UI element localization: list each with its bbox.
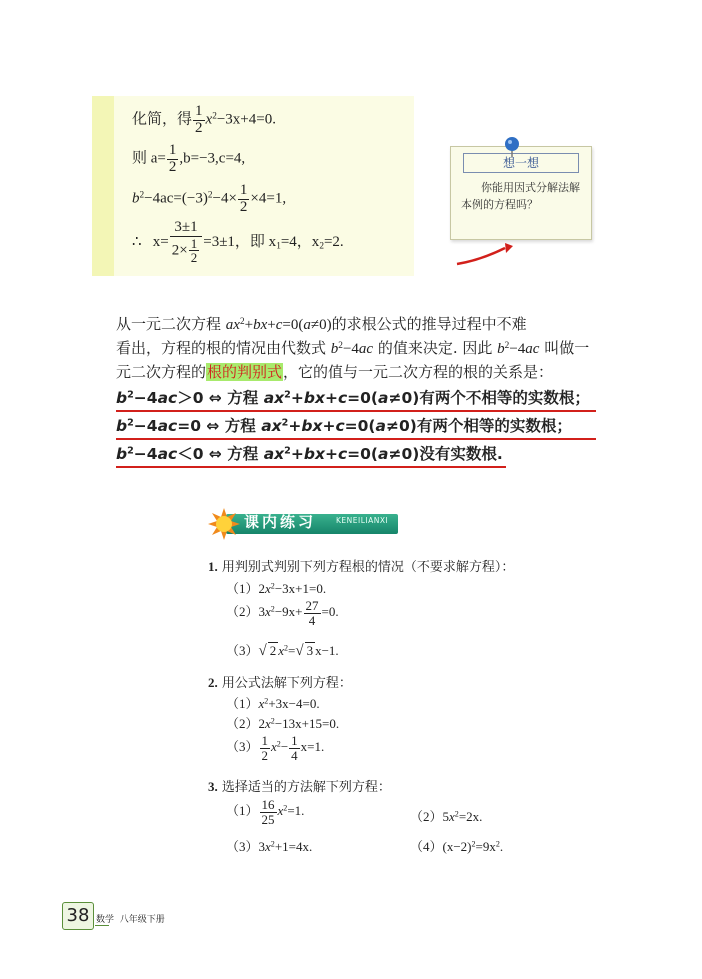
exercise-2-item-2: $(2)2x^2-13x+15=0$. xyxy=(226,716,340,731)
paragraph-line-3: 元二次方程的根的判别式，它的值与一元二次方程的根的关系是： xyxy=(116,363,554,381)
curved-arrow-icon xyxy=(455,242,515,268)
paragraph-line-2: 看出，方程的根的情况由代数式 $b^2-4ac$ 的值来决定. 因此 $b^2-4ac$ 叫做一 xyxy=(116,339,590,357)
rule-negative: $b^2-4ac<0$ ⇔ 方程 $ax^2+bx+c=0(a\ne 0)$没有实数根. xyxy=(116,442,506,468)
rule-positive: $b^2-4ac>0$ ⇔ 方程 $ax^2+bx+c=0(a\ne 0)$有两个不相等的实数根； xyxy=(116,386,596,412)
footer-book-title: 数学 八年级下册 xyxy=(96,915,165,925)
example-line-1: 化简，得 $\frac{1}{2}$ $x^2-3x+4=0$. xyxy=(132,103,276,136)
pushpin-icon xyxy=(503,136,521,158)
example-line-2: 则 a= $\frac{1}{2}$ ,b=−3,c=4, xyxy=(132,142,246,175)
think-title: 想一想 xyxy=(463,153,579,173)
banner-subtitle: KENEILIANXI xyxy=(336,516,389,525)
exercise-1-item-3: （3）√ 2 $x^2=√$ 3 x−1. xyxy=(226,643,339,659)
exercise-3-item-3: $(3)3x^2+1=4x$. xyxy=(226,839,313,854)
banner-title: 课内练习 xyxy=(244,513,317,531)
exercise-1-item-1: $(1)2x^2-3x+1=0$. xyxy=(226,581,327,596)
exercise-3-item-1: （1） $\frac{16}{25}$ $x^2=1$. xyxy=(226,797,305,827)
exercise-3-item-4: $(4)(x-2)^2=9x^2$. xyxy=(410,839,504,854)
example-line-4: ∴ x= 3±1 2× $\frac{1}{2}$ =3±1，即 $x_1=4$，$x_2=2$. xyxy=(132,219,344,266)
exercise-1-question: 1. 用判别式判别下列方程根的情况（不要求解方程）： xyxy=(208,559,515,575)
footer-divider xyxy=(95,925,109,926)
think-note xyxy=(450,146,592,240)
exercise-banner xyxy=(208,510,398,538)
exercise-2-item-3: （3） $\frac{1}{2}$ $x^2-$ $\frac{1}{4}$ x=1. xyxy=(226,733,325,763)
discriminant-term: 根的判别式 xyxy=(207,363,283,381)
paragraph-line-1: 从一元二次方程 $ax^2+bx+c=0(a\ne 0)$的求根公式的推导过程中不难 xyxy=(116,315,527,333)
think-text: 你能用因式分解法解本例的方程吗？ xyxy=(461,181,580,211)
example-margin-bar xyxy=(92,96,114,276)
example-line-3: $b^2-4ac=(-3)^2-4\times$ $\frac{1}{2}$ ×4=1, xyxy=(132,182,287,215)
rule-zero: $b^2-4ac=0$ ⇔ 方程 $ax^2+bx+c=0(a\ne 0)$有两个相等的实数根； xyxy=(116,414,596,440)
sun-icon xyxy=(208,508,240,540)
page-number: 38 xyxy=(62,902,94,930)
exercise-3-item-2: $(2)5x^2=2x$. xyxy=(410,809,483,824)
exercise-2-item-1: $(1)x^2+3x-4=0$. xyxy=(226,696,320,711)
exercise-3-question: 3. 选择适当的方法解下列方程： xyxy=(208,779,391,795)
exercise-2-question: 2. 用公式法解下列方程： xyxy=(208,675,352,691)
exercise-1-item-2: $(2)3x^2-9x+$ $\frac{27}{4}$ =0. xyxy=(226,598,339,628)
